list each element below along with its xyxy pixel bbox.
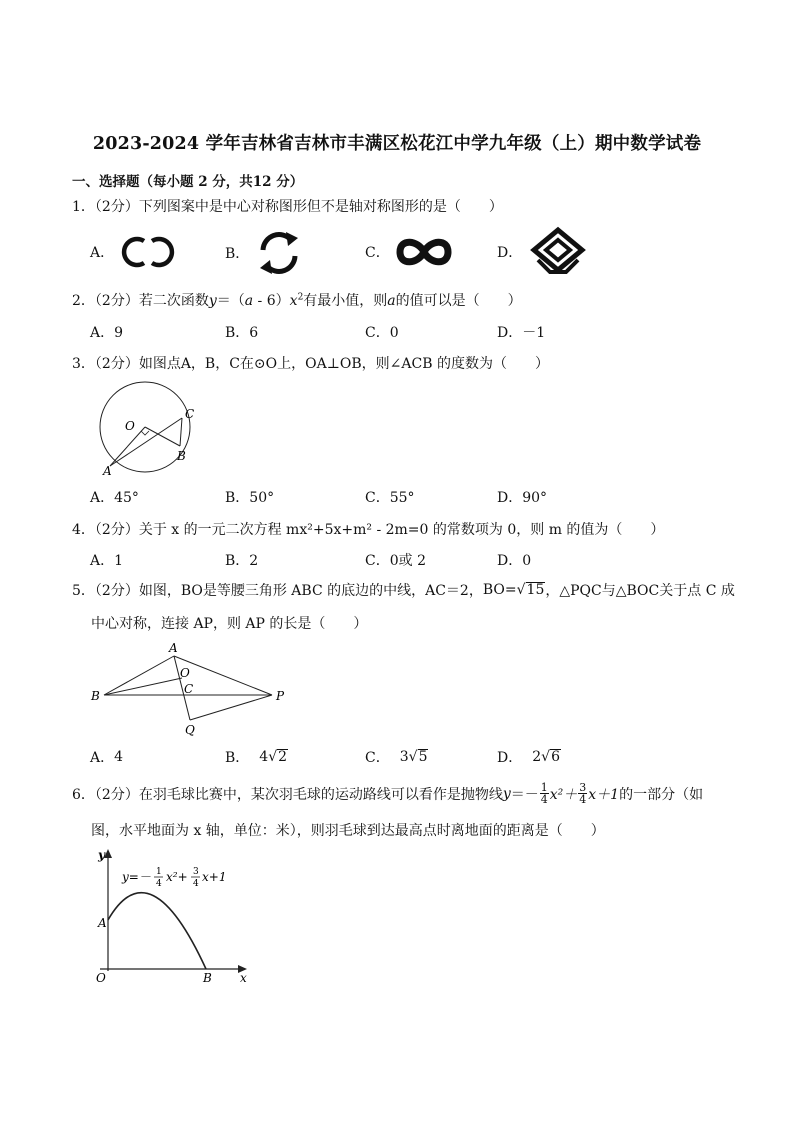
q2-option-a[interactable]: A．9 <box>90 325 124 341</box>
q1-option-b-label: B． <box>225 246 250 262</box>
question-2-stem: 2．（2分）若二次函数$y=(a - 6)x^2$有最小值，则a的值可以是（ ） <box>72 292 522 309</box>
question-1-stem: 1．（2分）下列图案中是中心对称图形但不是轴对称图形的是（ ） <box>72 199 503 215</box>
q1-option-a[interactable] <box>90 232 176 272</box>
formula-frac1-num: 1 <box>156 867 162 877</box>
label-c: C <box>184 682 194 696</box>
label-origin: O <box>96 971 106 985</box>
q2-option-c[interactable]: C．0 <box>365 325 399 341</box>
question-5-stem-line1: 5．（2分）如图，BO是等腰三角形 ABC 的底边的中线，AC＝2， BO= √ 15 ，△PQC与△BOC关于点 C 成 <box>72 581 735 599</box>
q1-option-c-label: C． <box>365 245 390 261</box>
label-x: x <box>240 971 247 985</box>
question-3-stem: 3．（2分）如图点A，B，C在⊙O上，OA⊥OB，则∠ACB 的度数为（ ） <box>72 356 549 372</box>
q1-option-d[interactable] <box>497 226 588 278</box>
segment-qp <box>190 695 272 720</box>
q5-option-d[interactable]: D． 2 √ 6 <box>497 748 560 766</box>
q3-option-c[interactable]: C．55° <box>365 490 415 506</box>
formula-mid: x²+ <box>166 870 188 884</box>
label-a: A <box>98 916 107 930</box>
formula-lead: y=－ <box>122 870 151 884</box>
label-b: B <box>91 689 100 703</box>
q4-option-d[interactable]: D．0 <box>497 553 532 569</box>
page-title: 2023-2024 学年吉林省吉林市丰满区松花江中学九年级（上）期中数学试卷 <box>92 134 702 154</box>
label-q: Q <box>185 723 195 737</box>
label-b: B <box>177 449 186 463</box>
q4-option-a[interactable]: A．1 <box>90 553 124 569</box>
question-5-stem-line2: 中心对称，连接 AP，则 AP 的长是（ ） <box>91 616 368 632</box>
q2-option-b[interactable]: B．6 <box>225 325 259 341</box>
label-a: A <box>169 641 178 655</box>
segment-ob <box>145 427 180 446</box>
segment-bo <box>104 678 182 695</box>
q4-option-b[interactable]: B．2 <box>225 553 259 569</box>
q1-option-d-label: D． <box>497 245 523 261</box>
segment-ac <box>110 418 182 466</box>
question-4-stem: 4．（2分）关于 x 的一元二次方程 mx²+5x+m² - 2m=0 的常数项为 0，则 m 的值为（ ） <box>72 522 665 538</box>
q5-option-c[interactable]: C． 3 √ 5 <box>365 748 428 766</box>
q5-option-b[interactable]: B． 4 √ 2 <box>225 748 288 766</box>
question-6-stem-line1: 6．（2分）在羽毛球比赛中，某次羽毛球的运动路线可以看作是抛物线 y ＝－ $\frac{1}{4}$ x²＋ $\frac{3}{4}$ x＋1 的一部分（如 <box>72 781 704 806</box>
label-y: y <box>98 848 105 862</box>
q2-option-d[interactable]: D．－1 <box>497 325 546 341</box>
infinity-knot-icon <box>396 232 452 272</box>
label-c: C <box>185 407 195 421</box>
circle-figure <box>85 380 205 480</box>
label-p: P <box>276 689 285 703</box>
q1-option-a-label: A． <box>90 245 115 261</box>
q1-option-c[interactable] <box>365 232 452 272</box>
diamond-frame-icon <box>528 226 588 278</box>
section-heading: 一、选择题（每小题 2 分，共12 分） <box>72 174 304 190</box>
triangle-figure <box>88 640 298 738</box>
formula-frac1-den: 4 <box>156 879 162 889</box>
segment-ba <box>104 656 174 695</box>
parabola-figure <box>90 845 260 985</box>
q3-option-b[interactable]: B．50° <box>225 490 275 506</box>
label-o: O <box>180 666 190 680</box>
q3-option-d[interactable]: D．90° <box>497 490 548 506</box>
y-axis-arrow <box>104 849 112 858</box>
q4-option-c[interactable]: C．0或 2 <box>365 553 426 569</box>
parabola-curve <box>108 893 206 969</box>
double-c-rings-icon <box>120 232 176 272</box>
label-a: A <box>103 464 112 478</box>
segment-cb <box>180 418 182 446</box>
label-o: O <box>125 419 135 433</box>
question-6-stem-line2: 图，水平地面为 x 轴，单位：米），则羽毛球到达最高点时离地面的距离是（ ） <box>91 823 605 839</box>
rotating-arrows-icon <box>255 228 303 278</box>
formula-frac2-den: 4 <box>193 879 199 889</box>
q1-option-b[interactable] <box>225 228 303 278</box>
right-angle-mark <box>141 431 149 435</box>
label-b: B <box>203 971 212 985</box>
q5-option-a[interactable]: A． 4 <box>90 749 124 766</box>
formula-frac2-num: 3 <box>193 867 199 877</box>
q3-option-a[interactable]: A．45° <box>90 490 139 506</box>
formula-tail: x+1 <box>202 870 227 884</box>
